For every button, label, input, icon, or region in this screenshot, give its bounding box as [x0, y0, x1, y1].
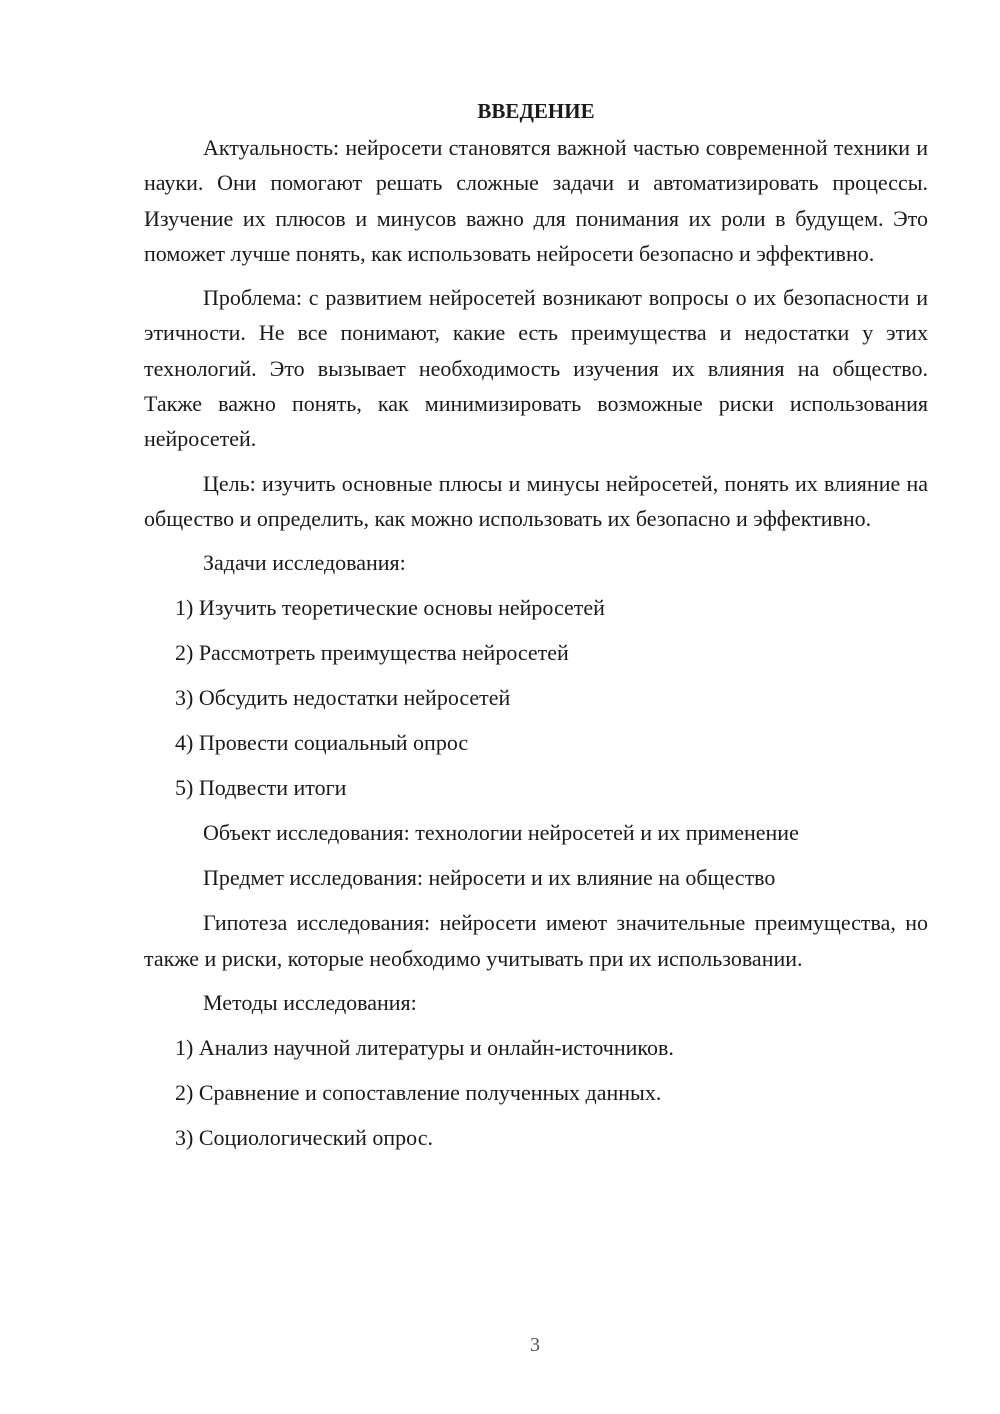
task-item-5: 5) Подвести итоги: [175, 775, 347, 801]
method-item-2: 2) Сравнение и сопоставление полученных данных.: [175, 1079, 662, 1105]
method-item-3: 3) Социологический опрос.: [175, 1124, 433, 1150]
methods-heading: Методы исследования:: [203, 989, 417, 1015]
task-item-4: 4) Провести социальный опрос: [175, 730, 469, 756]
relevance-paragraph: Актуальность: нейросети становятся важной частью современной техники и науки. Они помогают решать сложные задачи и автоматизировать процессы. Изучение их плюсов и минусов важно для понимания их роли в будущем. Это поможет лучше понять, как использовать нейросети безопасно и эффективно.: [144, 135, 928, 266]
section-title: ВВЕДЕНИЕ: [477, 99, 595, 123]
goal-paragraph: Цель: изучить основные плюсы и минусы нейросетей, понять их влияние на общество и определить, как можно использовать их безопасно и эффективно.: [144, 470, 928, 531]
task-item-3: 3) Обсудить недостатки нейросетей: [175, 685, 511, 711]
hypothesis-paragraph: Гипотеза исследования: нейросети имеют значительные преимущества, но также и риски, которые необходимо учитывать при их использовании.: [144, 910, 928, 971]
method-item-1: 1) Анализ научной литературы и онлайн-источников.: [175, 1034, 674, 1060]
task-item-1: 1) Изучить теоретические основы нейросетей: [175, 595, 605, 621]
object-line: Объект исследования: технологии нейросетей и их применение: [203, 820, 799, 846]
problem-paragraph: Проблема: с развитием нейросетей возникают вопросы о их безопасности и этичности. Не все понимают, какие есть преимущества и недостатки у этих технологий. Это вызывает необходимость изучения их влияния на общество. Также важно понять, как минимизировать возможные риски использования нейросетей.: [144, 285, 928, 452]
tasks-heading: Задачи исследования:: [203, 550, 406, 576]
subject-line: Предмет исследования: нейросети и их влияние на общество: [203, 865, 776, 891]
page-number: 3: [530, 1334, 540, 1356]
document-page: [144, 96, 928, 1165]
task-item-2: 2) Рассмотреть преимущества нейросетей: [175, 640, 569, 666]
